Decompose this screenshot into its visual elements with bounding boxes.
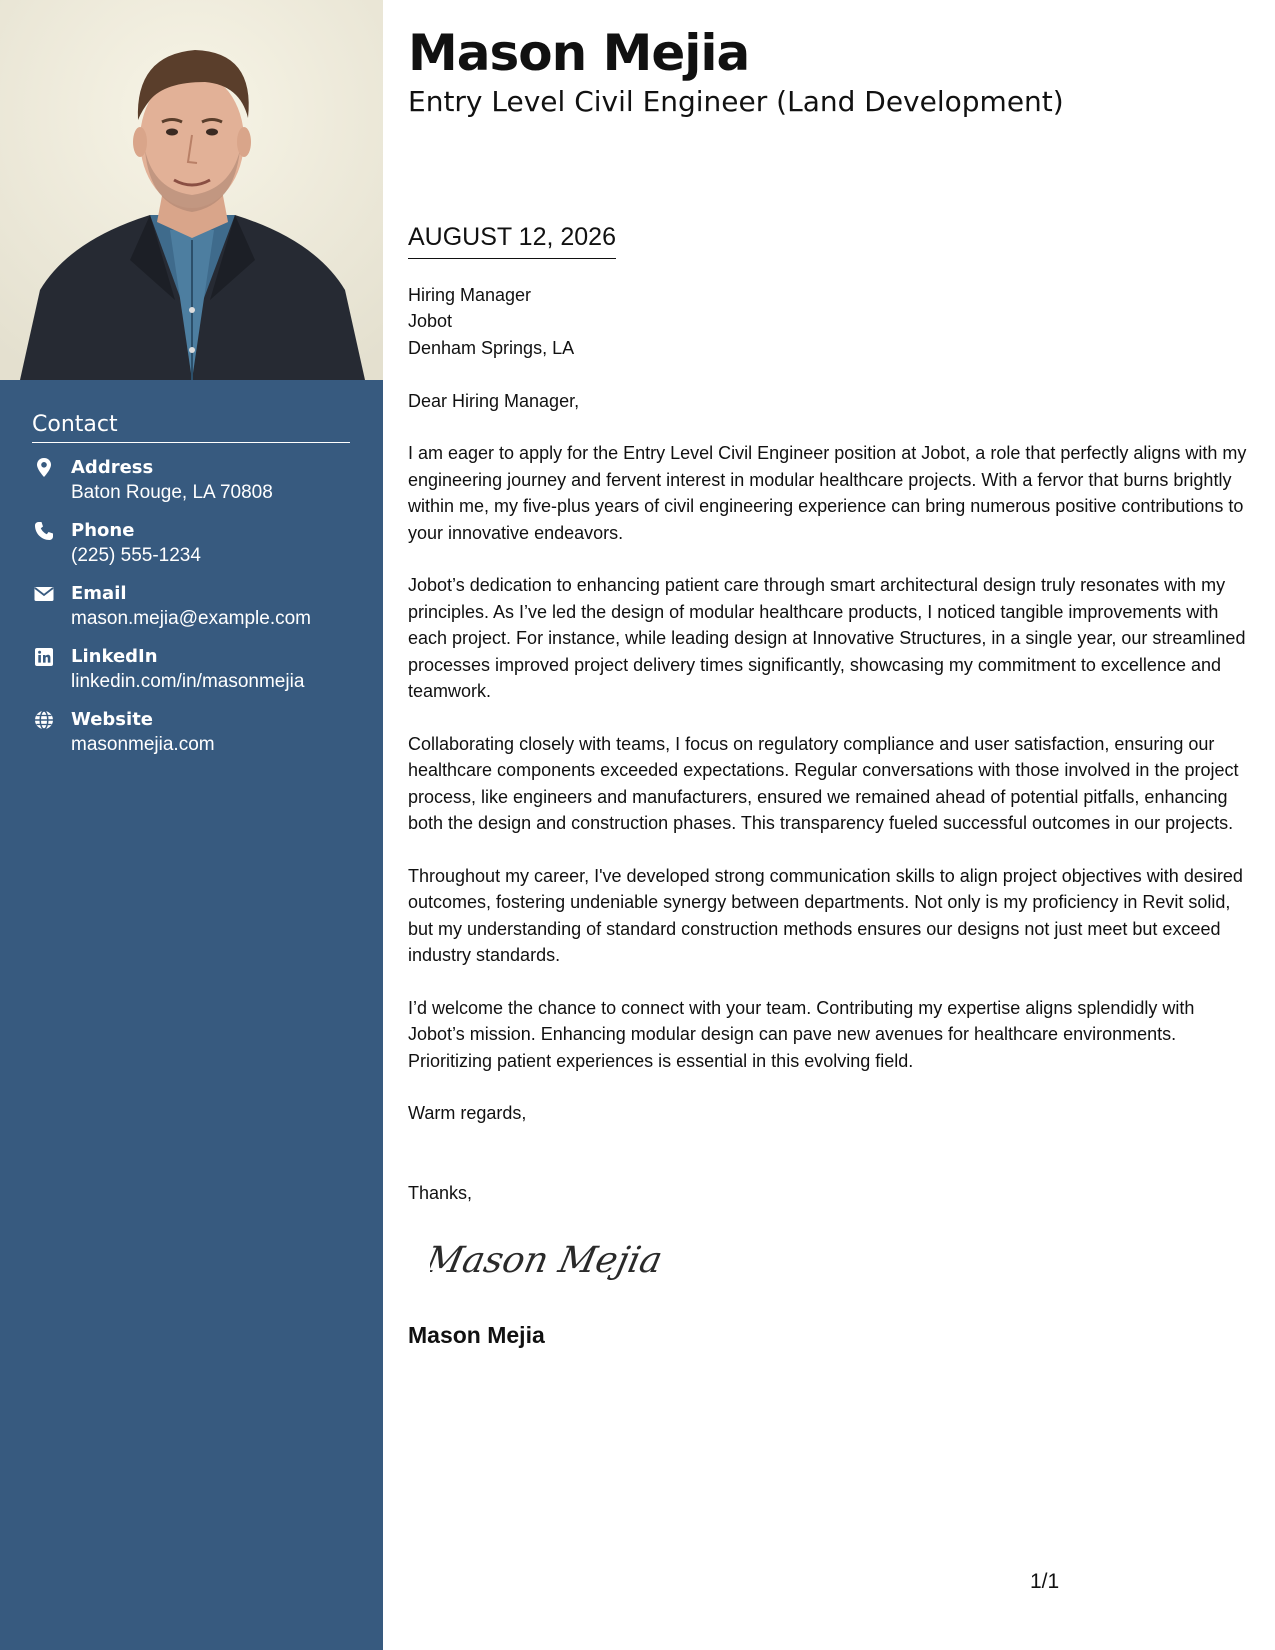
job-title: Entry Level Civil Engineer (Land Development): [408, 85, 1064, 118]
globe-icon: [32, 708, 56, 732]
phone-label: Phone: [71, 520, 135, 541]
envelope-icon: [32, 582, 56, 606]
contact-section: [32, 412, 350, 771]
contact-item-email: [32, 582, 350, 645]
closing: Warm regards,: [408, 1103, 527, 1124]
letter-date: AUGUST 12, 2026: [408, 222, 616, 259]
svg-text:Mason Mejia: Mason Mejia: [430, 1238, 667, 1282]
recipient-company: Jobot: [408, 311, 453, 332]
website-value[interactable]: masonmejia.com: [71, 734, 215, 755]
phone-icon: [32, 519, 56, 543]
address-value: Baton Rouge, LA 70808: [71, 482, 273, 503]
map-pin-icon: [32, 456, 56, 480]
signer-name: Mason Mejia: [408, 1322, 545, 1349]
recipient-block: [408, 282, 1250, 361]
sidebar: [0, 0, 383, 1650]
paragraph-5: I’d welcome the chance to connect with your team. Contributing my expertise aligns splendidly with Jobot’s mission. Enhancing modular design can pave new avenues for healthcare environments. Prioritizing patient experiences is essential in this evolving field.: [408, 997, 1195, 1071]
applicant-name: Mason Mejia: [408, 24, 750, 82]
website-label: Website: [71, 709, 154, 730]
page-number: 1/1: [1030, 1570, 1060, 1593]
linkedin-label: LinkedIn: [71, 646, 158, 667]
address-label: Address: [71, 457, 154, 478]
email-value[interactable]: mason.mejia@example.com: [71, 608, 311, 629]
profile-photo: [0, 0, 383, 380]
contact-item-address: [32, 456, 350, 519]
contact-heading: Contact: [32, 412, 350, 443]
phone-value: (225) 555-1234: [71, 545, 201, 566]
recipient-location: Denham Springs, LA: [408, 337, 575, 358]
paragraph-3: Collaborating closely with teams, I focus on regulatory compliance and user satisfaction, ensuring our healthcare components exceeded expectations. Regular conversations with those involved in the project process, like engineers and manufacturers, ensured we remained ahead of potential pitfalls, enhancing both the design and construction phases. This transparency fueled successful outcomes in our projects.: [408, 733, 1239, 834]
thanks: Thanks,: [408, 1182, 473, 1203]
contact-item-phone: [32, 519, 350, 582]
paragraph-1: I am eager to apply for the Entry Level Civil Engineer position at Jobot, a role that perfectly aligns with my engineering journey and fervent interest in modular healthcare projects. With a fervor that burns brightly within me, my five-plus years of civil engineering experience can bring numerous positive contributions to your innovative endeavors.: [408, 443, 1247, 543]
contact-item-linkedin: [32, 645, 350, 708]
paragraph-2: Jobot’s dedication to enhancing patient care through smart architectural design truly resonates with my principles. As I’ve led the design of modular healthcare products, I noticed tangible improvements with each project. For instance, while leading design at Innovative Structures, in a single year, our streamlined processes improved project delivery times significantly, showcasing my commitment to excellence and teamwork.: [408, 575, 1246, 702]
recipient-name: Hiring Manager: [408, 285, 532, 305]
linkedin-icon: [32, 645, 56, 669]
letter-body: [408, 282, 1250, 1349]
email-label: Email: [71, 583, 127, 604]
signature: [408, 1224, 1250, 1304]
salutation: Dear Hiring Manager,: [408, 390, 580, 411]
signature-image: [430, 1224, 670, 1294]
paragraph-4: Throughout my career, I've developed strong communication skills to align project objectives with desired outcomes, fostering undeniable synergy between departments. Not only is my proficiency in Revit solid, but my understanding of standard construction methods ensures our designs not just meet but exceed industry standards.: [408, 865, 1243, 966]
contact-item-website: [32, 708, 350, 771]
linkedin-value[interactable]: linkedin.com/in/masonmejia: [71, 671, 305, 692]
